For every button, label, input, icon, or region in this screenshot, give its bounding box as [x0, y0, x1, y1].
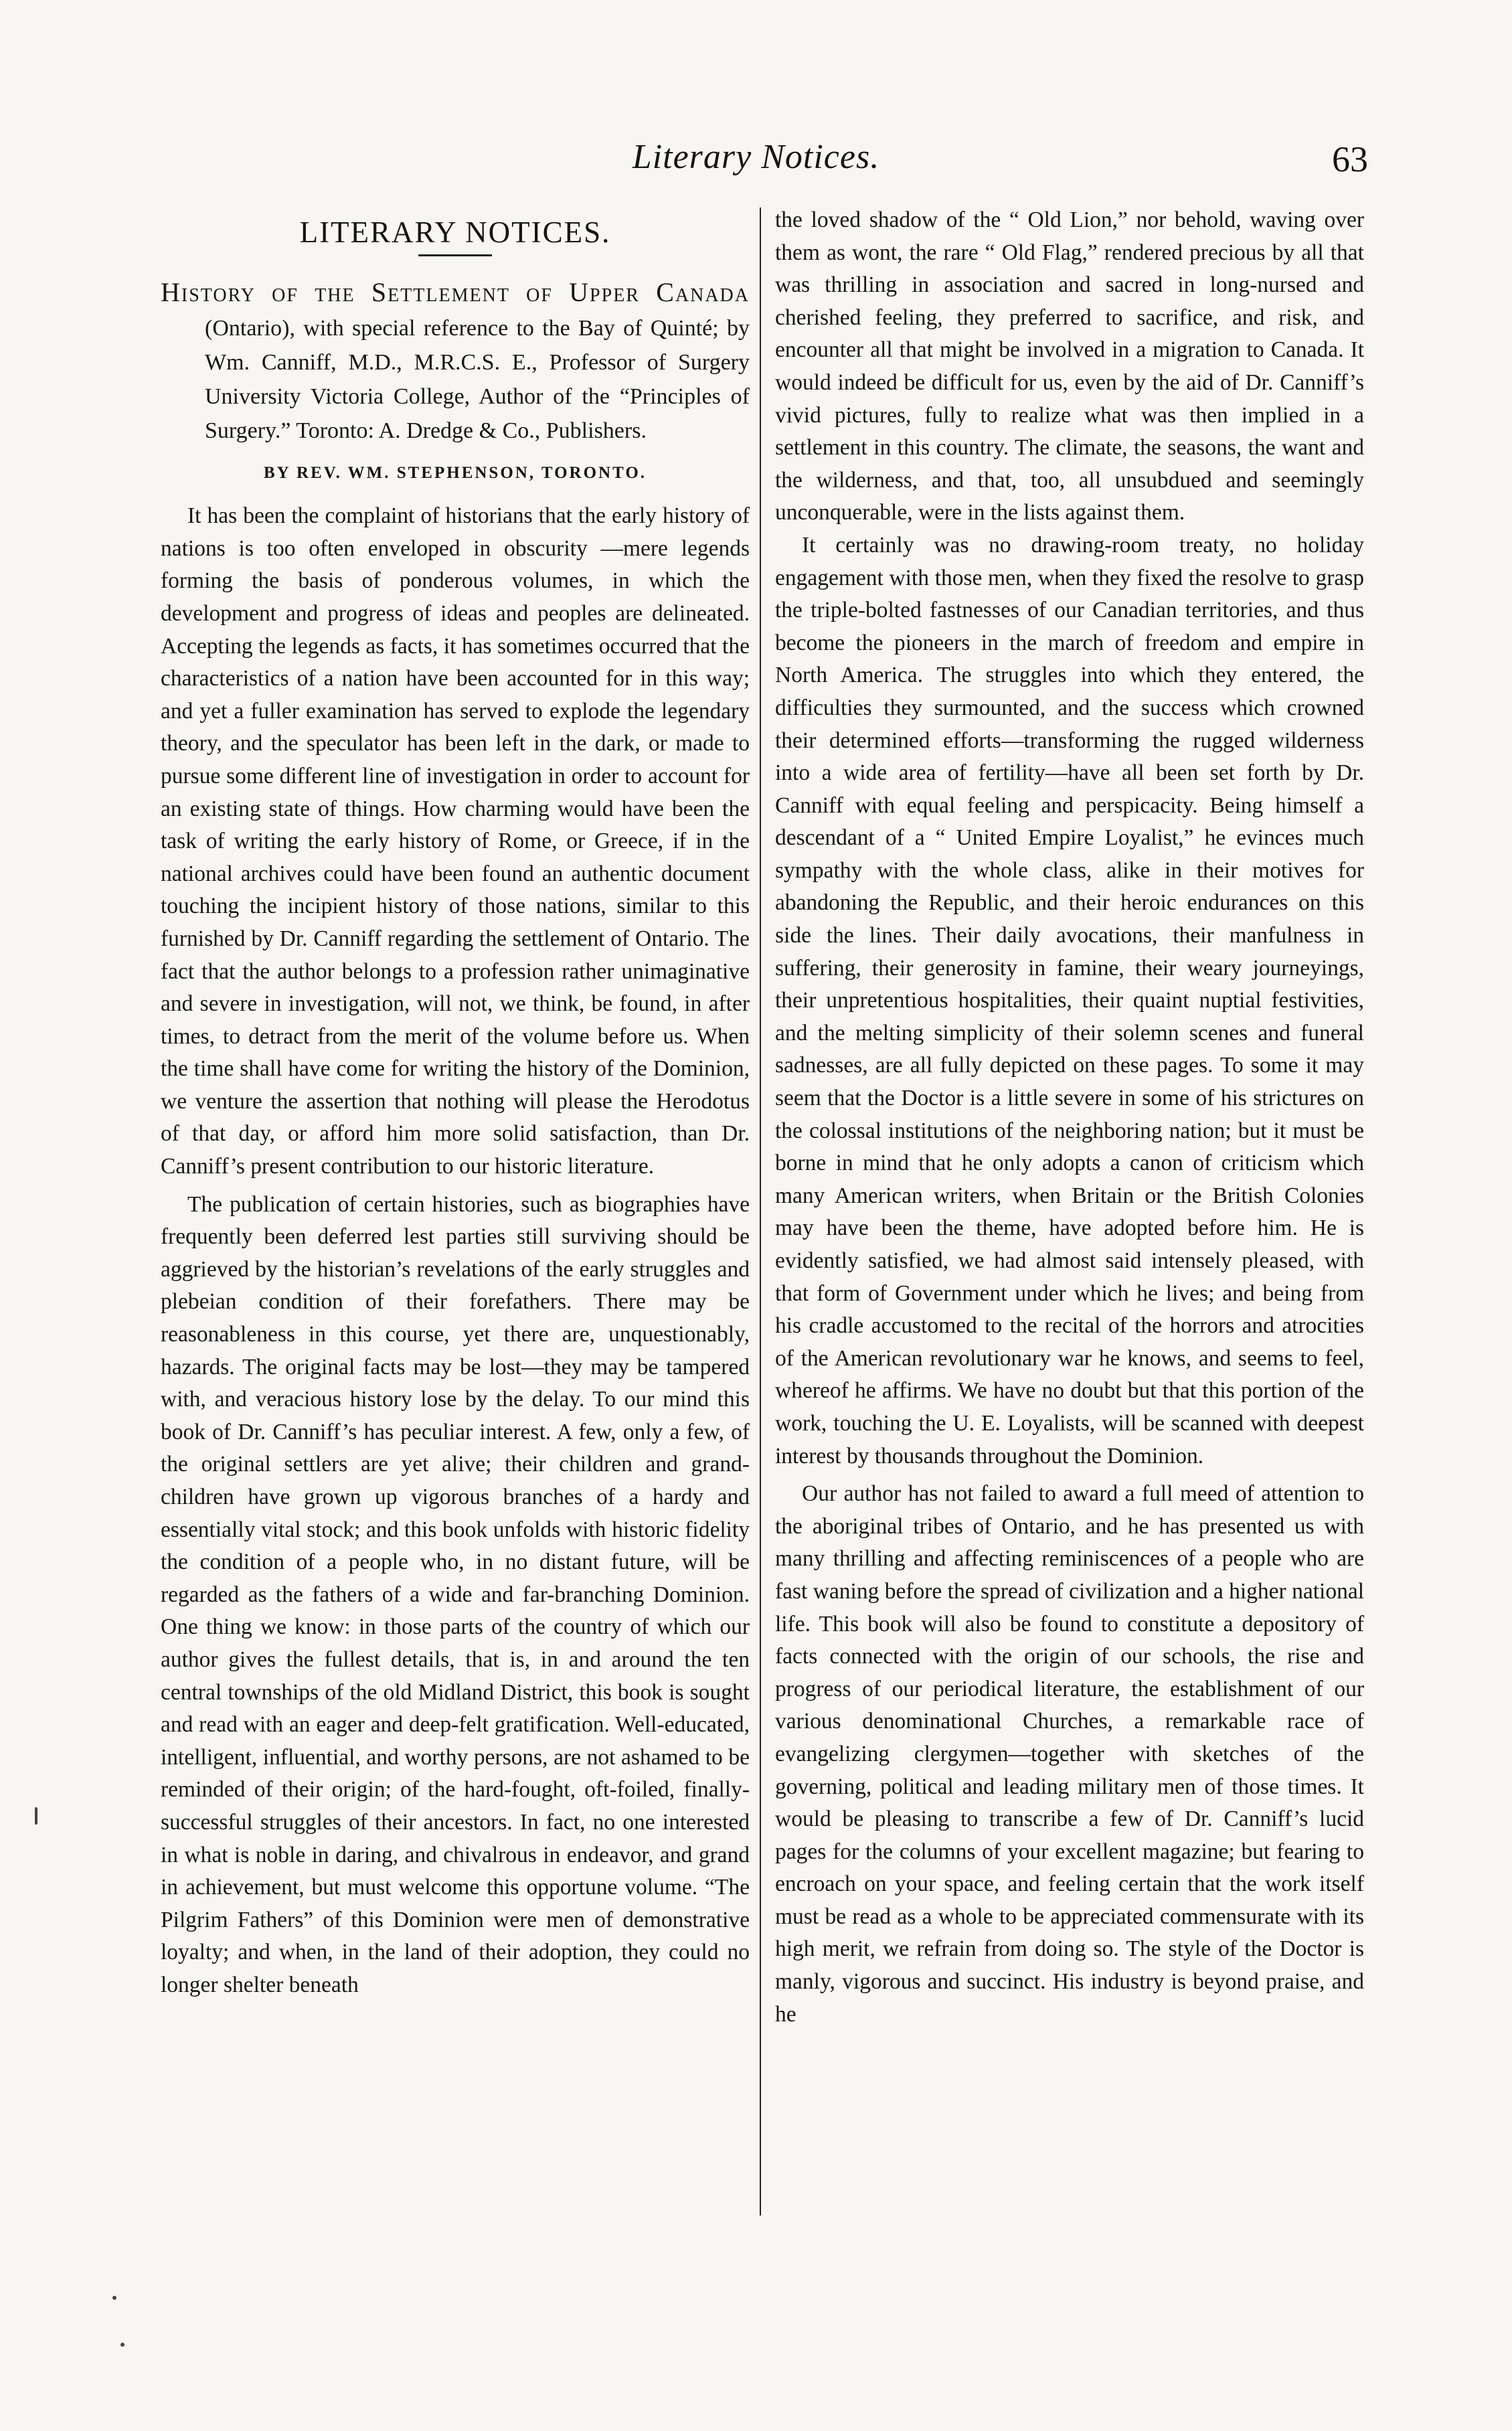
paragraph: It certainly was no drawing-room treaty, no holiday engagement with those men, when they fixed the resolve to grasp the triple-bolted fastnesses of our Canadian territories, and thus become the pioneers in the march of freedom and empire in North America. The struggles into which they entered, the difficulties they surmounted, and the success which crowned their determined efforts—transforming the rugged wilderness into a wide area of fertility—have all been set forth by Dr. Canniff with equal feeling and perspicacity. Being himself a descendant of a “ United Empire Loyalist,” he evinces much sympathy with the whole class, alike in their motives for abandoning the Republic, and their heroic endurances on this side the lines. Their daily avocations, their manfulness in suffering, their generosity in famine, their weary journeyings, their unpretentious hospitalities, their quaint nuptial festivities, and the melting simplicity of their solemn scenes and funeral sadnesses, are all fully depicted on these pages. To some it may seem that the Doctor is a little severe in some of his strictures on the colossal institutions of the neighboring nation; but it must be borne in mind that he only adopts a canon of criticism which many American writers, when Britain or the British Colonies may have been the theme, have adopted before him. He is evidently satisfied, we had almost said intensely pleased, with that form of Government under which he lives; and being from his cradle accustomed to the recital of the horrors and atrocities of the American revolutionary war he knows, and seems to feel, whereof he affirms. We have no doubt but that this portion of the work, touching the U. E. Loyalists, will be scanned with deepest interest by thousands throughout the Dominion.	[775, 532, 1364, 1469]
print-speck	[112, 2296, 116, 2300]
margin-mark	[35, 1807, 37, 1825]
paragraph-continued: the loved shadow of the “ Old Lion,” nor behold, waving over them as wont, the rare “ Old Flag,” rendered precious by all that was thrilling in association and sacred in long-nursed and cherished feeling, they preferred to sacrifice, and risk, and encounter all that might be involved in a migration to Canada. It would indeed be difficult for us, even by the aid of Dr. Canniff’s vivid pictures, fully to realize what was then implied in a settlement in this country. The climate, the seasons, the want and the wilderness, and that, too, all unsubdued and seemingly unconquerable, were in the lists against them.	[775, 207, 1364, 525]
review-heading	[161, 275, 750, 448]
column-divider	[760, 207, 761, 2215]
paragraph: Our author has not failed to award a full meed of attention to the aboriginal tribes of Ontario, and he has presented us with many thrilling and affecting reminiscences of a people who are fast waning before the spread of civilization and a higher national life. This book will also be found to constitute a depository of facts connected with the origin of our schools, the rise and progress of our periodical literature, the establishment of our various denominational Churches, a remarkable race of evangelizing clergymen—together with sketches of the governing, political and leading military men of those times. It would be pleasing to transcribe a few of Dr. Canniff’s lucid pages for the columns of your excellent magazine; but fearing to encroach on your space, and feeling certain that the work itself must be read as a whole to be appreciated commensurate with its high merit, we refrain from doing so. The style of the Doctor is manly, vigorous and succinct. His industry is beyond praise, and he	[775, 1481, 1364, 2027]
review-title-details: (Ontario), with special reference to the Bay of Quinté; by Wm. Canniff, M.D., M.R.C.S. E., Professor of Surgery University Victoria College, Author of the “Principles of Surgery.” Toronto: A. Dredge & Co., Publishers.	[205, 315, 750, 443]
running-header	[0, 137, 1512, 191]
review-title: History of the Settlement of Upper Canada	[161, 276, 750, 307]
paragraph: It has been the complaint of historians that the early history of nations is too often enveloped in obscurity —mere legends forming the basis of ponderous volumes, in which the development and progress of ideas and peoples are delineated. Accepting the legends as facts, it has sometimes occurred that the characteristics of a nation have been accounted for in this way; and yet a fuller examination has served to explode the legendary theory, and the speculator has been left in the dark, or made to pursue some different line of investigation in order to account for an existing state of things. How charming would have been the task of writing the early history of Rome, or Greece, if in the national archives could have been found an authentic document touching the incipient history of those nations, similar to this furnished by Dr. Canniff regarding the settlement of Ontario. The fact that the author belongs to a profession rather unimaginative and severe in investigation, will not, we think, be found, in after times, to detract from the merit of the volume before us. When the time shall have come for writing the history of the Dominion, we venture the assertion that nothing will please the Herodotus of that day, or afford him more solid satisfaction, than Dr. Canniff’s present contribution to our historic literature.	[161, 503, 750, 1179]
right-column	[775, 204, 1364, 2031]
author-byline: BY REV. WM. STEPHENSON, TORONTO.	[263, 463, 647, 482]
paragraph: The publication of certain histories, such as biographies have frequently been deferred lest parties still surviving should be aggrieved by the historian’s revelations of the early struggles and plebeian condition of their forefathers. There may be reasonableness in this course, yet there are, unquestionably, hazards. The original facts may be lost—they may be tampered with, and veracious history lose by the delay. To our mind this book of Dr. Canniff’s has peculiar interest. A few, only a few, of the original settlers are yet alive; their children and grand-children have grown up vigorous branches of a hardy and essentially vital stock; and this book unfolds with historic fidelity the condition of a people who, in no distant future, will be regarded as the fathers of a wide and far-branching Dominion. One thing we know: in those parts of the country of which our author gives the fullest details, that is, in and around the ten central townships of the old Midland District, this book is sought and read with an eager and deep-felt gratification. Well-educated, intelligent, influential, and worthy persons, are not ashamed to be reminded of their origin; of the hard-fought, oft-foiled, finally-successful struggles of their ancestors. In fact, no one interested in what is noble in daring, and chivalrous in endeavor, and grand in achievement, but must welcome this opportune volume. “The Pilgrim Fathers” of this Dominion were men of demonstrative loyalty; and when, in the land of their adoption, they could no longer shelter beneath	[161, 1191, 750, 1997]
section-title: LITERARY NOTICES.	[299, 216, 611, 249]
print-speck	[120, 2343, 124, 2347]
left-column	[161, 204, 750, 2002]
running-title: Literary Notices.	[632, 138, 880, 176]
title-rule	[418, 254, 492, 256]
page-number: 63	[1332, 139, 1368, 179]
